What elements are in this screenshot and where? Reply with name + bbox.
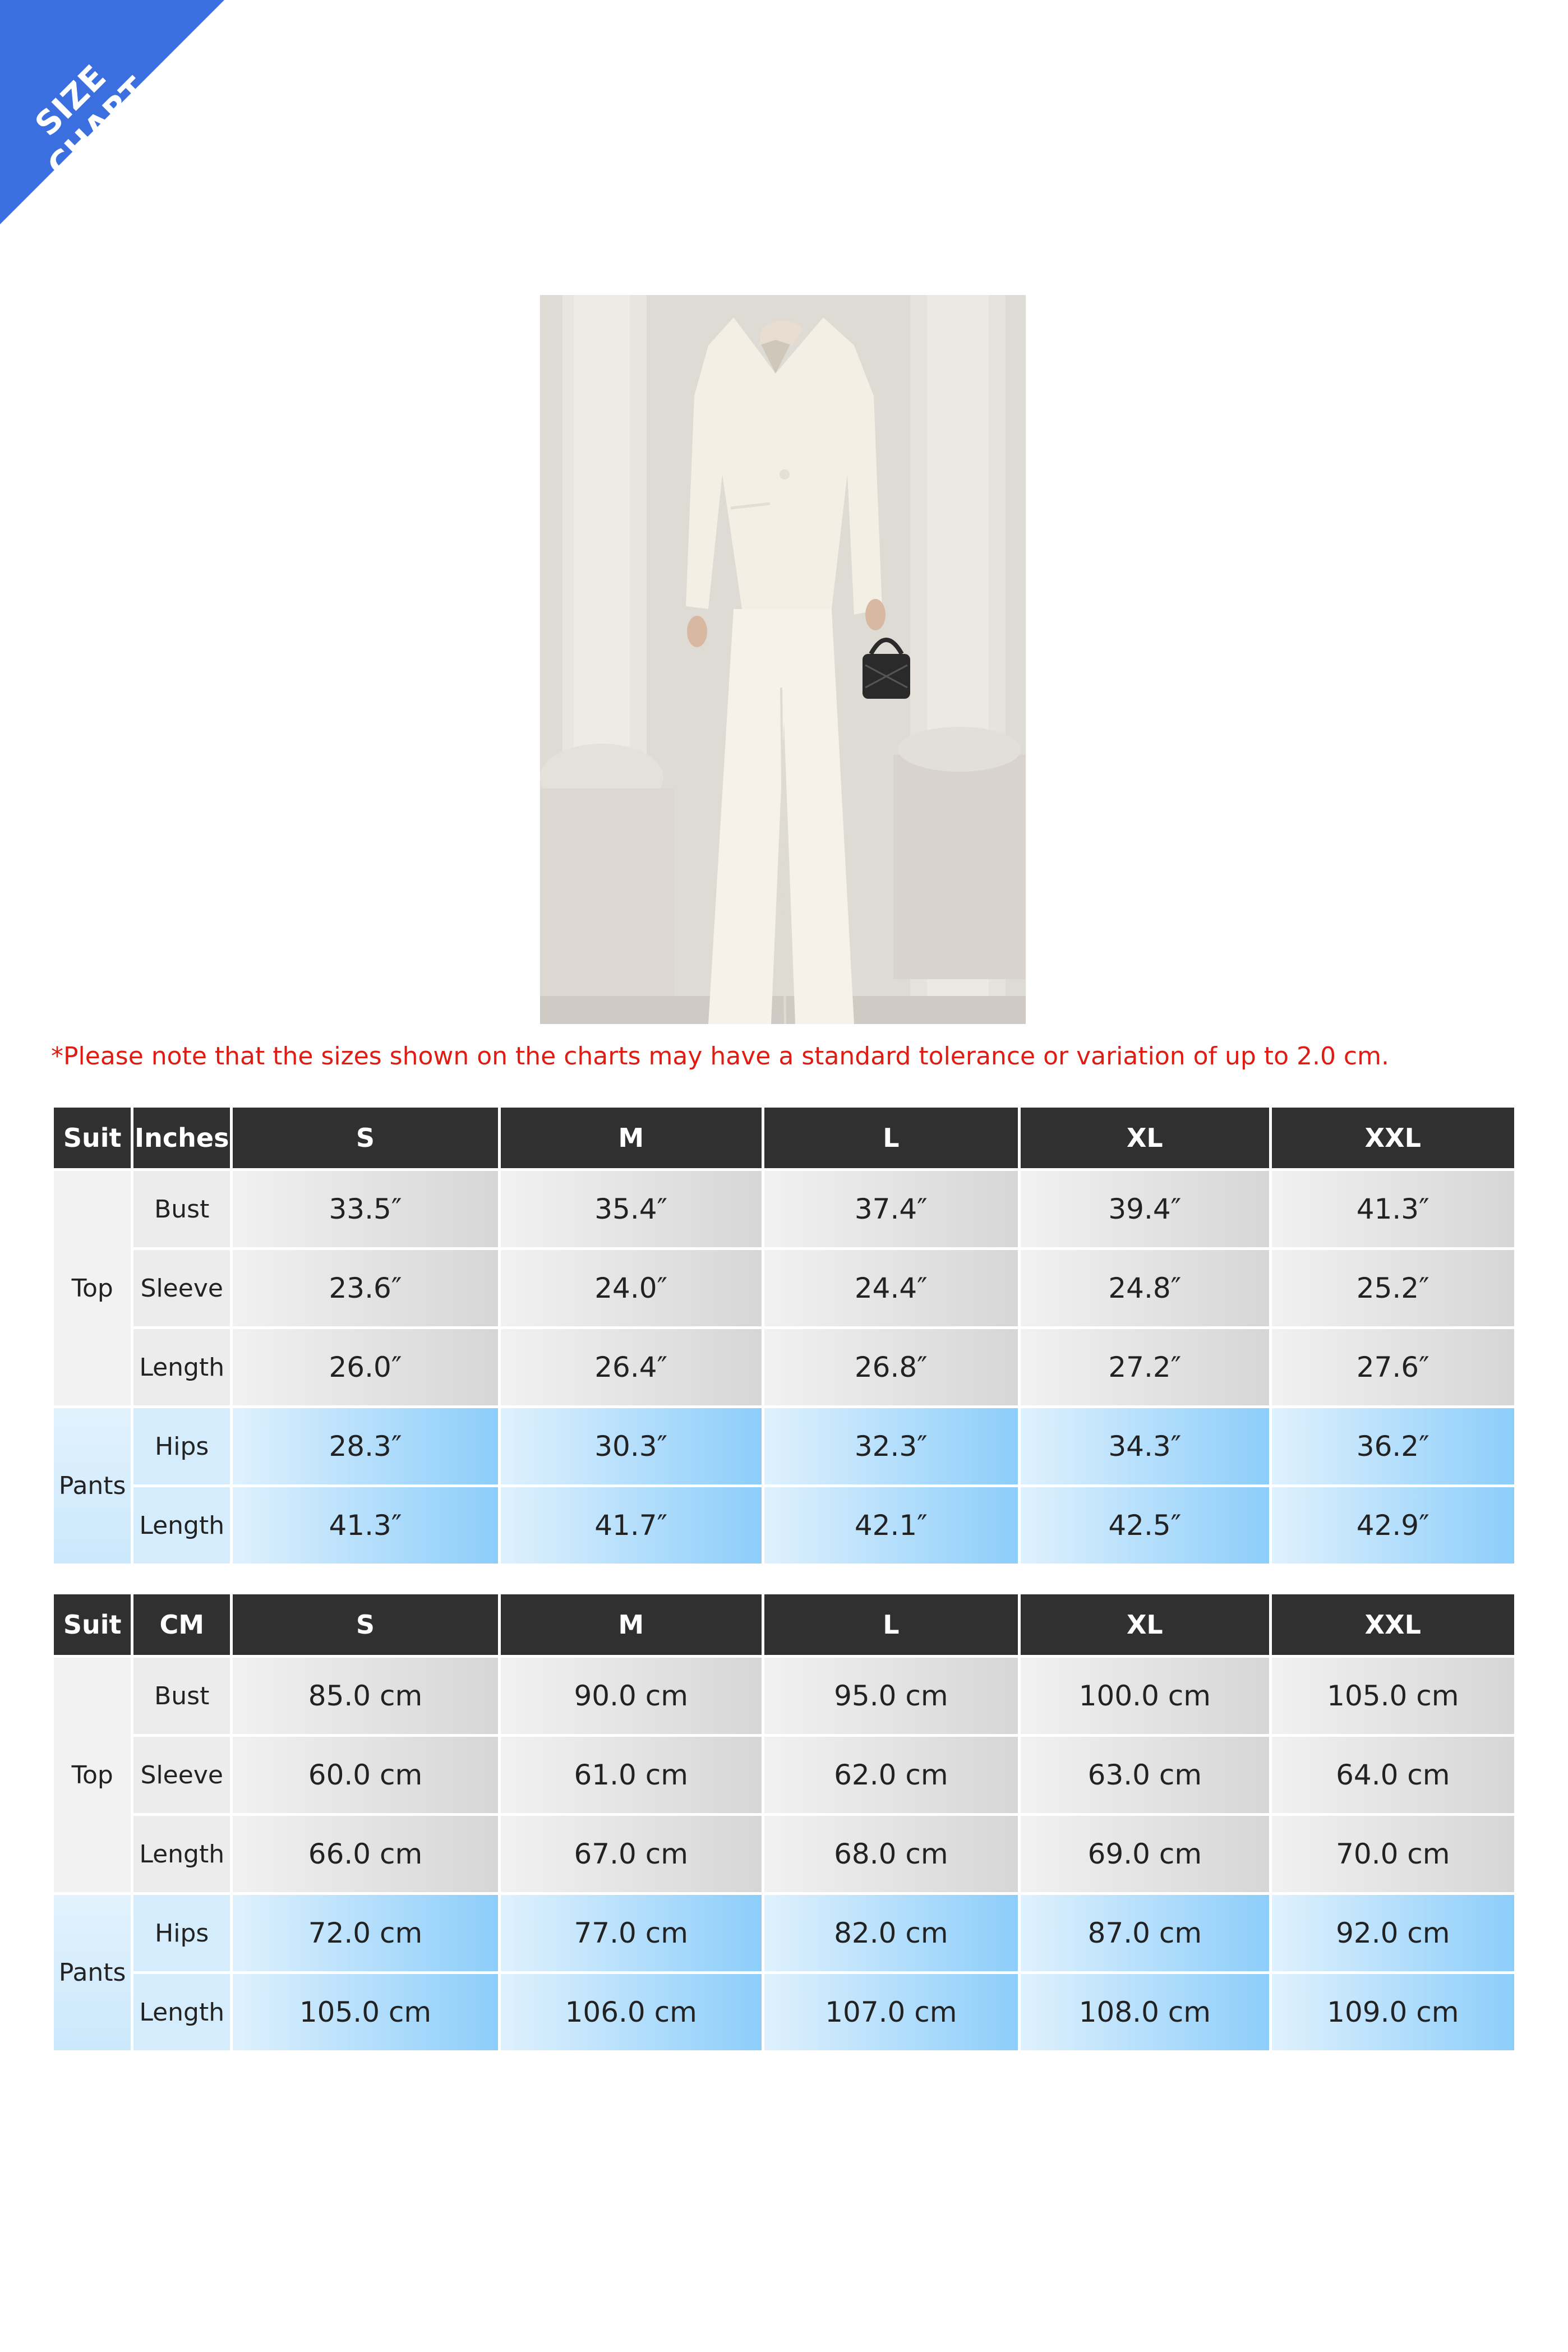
- row-label-sleeve: Sleeve: [133, 1250, 230, 1326]
- table-row: [54, 1895, 1514, 1971]
- model-white-suit-image: [540, 295, 1026, 1024]
- header-size-m: M: [501, 1594, 762, 1655]
- cell-value: 77.0 cm: [501, 1895, 762, 1971]
- header-row: [54, 1594, 1514, 1655]
- cell-value: 24.8″: [1021, 1250, 1269, 1326]
- row-label-sleeve: Sleeve: [133, 1737, 230, 1813]
- row-label-length: Length: [133, 1487, 230, 1564]
- header-unit: Inches: [133, 1108, 230, 1168]
- cell-value: 27.6″: [1272, 1329, 1514, 1405]
- cell-value: 100.0 cm: [1021, 1658, 1269, 1734]
- header-size-s: S: [233, 1108, 498, 1168]
- group-pants: Pants: [54, 1895, 131, 2050]
- table-row: [54, 1816, 1514, 1892]
- row-label-length: Length: [133, 1329, 230, 1405]
- cell-value: 33.5″: [233, 1171, 498, 1247]
- cell-value: 26.8″: [764, 1329, 1018, 1405]
- cell-value: 60.0 cm: [233, 1737, 498, 1813]
- header-size-m: M: [501, 1108, 762, 1168]
- cell-value: 41.3″: [1272, 1171, 1514, 1247]
- cell-value: 41.7″: [501, 1487, 762, 1564]
- cell-value: 92.0 cm: [1272, 1895, 1514, 1971]
- header-suit: Suit: [54, 1594, 131, 1655]
- tolerance-note: *Please note that the sizes shown on the charts may have a standard tolerance or variation of up to 2.0 cm.: [51, 1042, 1389, 1071]
- row-label-hips: Hips: [133, 1408, 230, 1484]
- header-size-xl: XL: [1021, 1108, 1269, 1168]
- size-table-cm: [51, 1592, 1517, 2053]
- cell-value: 26.4″: [501, 1329, 762, 1405]
- table-row: [54, 1171, 1514, 1247]
- cell-value: 26.0″: [233, 1329, 498, 1405]
- group-top: Top: [54, 1171, 131, 1405]
- cell-value: 42.5″: [1021, 1487, 1269, 1564]
- cell-value: 34.3″: [1021, 1408, 1269, 1484]
- row-label-hips: Hips: [133, 1895, 230, 1971]
- cell-value: 24.4″: [764, 1250, 1018, 1326]
- product-photo: [540, 295, 1026, 1024]
- table-row: [54, 1250, 1514, 1326]
- cell-value: 61.0 cm: [501, 1737, 762, 1813]
- cell-value: 69.0 cm: [1021, 1816, 1269, 1892]
- badge-label: SIZE CHART: [27, 57, 155, 185]
- size-chart-badge: [0, 0, 230, 230]
- row-label-length: Length: [133, 1816, 230, 1892]
- header-suit: Suit: [54, 1108, 131, 1168]
- cell-value: 30.3″: [501, 1408, 762, 1484]
- table-row: [54, 1487, 1514, 1564]
- cell-value: 90.0 cm: [501, 1658, 762, 1734]
- cell-value: 41.3″: [233, 1487, 498, 1564]
- header-size-l: L: [764, 1108, 1018, 1168]
- cell-value: 28.3″: [233, 1408, 498, 1484]
- header-size-xl: XL: [1021, 1594, 1269, 1655]
- cell-value: 23.6″: [233, 1250, 498, 1326]
- cell-value: 72.0 cm: [233, 1895, 498, 1971]
- cell-value: 36.2″: [1272, 1408, 1514, 1484]
- cell-value: 66.0 cm: [233, 1816, 498, 1892]
- cell-value: 70.0 cm: [1272, 1816, 1514, 1892]
- header-unit: CM: [133, 1594, 230, 1655]
- cell-value: 42.1″: [764, 1487, 1018, 1564]
- row-label-bust: Bust: [133, 1171, 230, 1247]
- cell-value: 105.0 cm: [1272, 1658, 1514, 1734]
- group-top: Top: [54, 1658, 131, 1892]
- cell-value: 32.3″: [764, 1408, 1018, 1484]
- cell-value: 107.0 cm: [764, 1974, 1018, 2050]
- cell-value: 37.4″: [764, 1171, 1018, 1247]
- header-size-xxl: XXL: [1272, 1108, 1514, 1168]
- header-row: [54, 1108, 1514, 1168]
- table-row: [54, 1329, 1514, 1405]
- cell-value: 24.0″: [501, 1250, 762, 1326]
- cell-value: 82.0 cm: [764, 1895, 1018, 1971]
- cell-value: 87.0 cm: [1021, 1895, 1269, 1971]
- group-pants: Pants: [54, 1408, 131, 1564]
- header-size-s: S: [233, 1594, 498, 1655]
- cell-value: 109.0 cm: [1272, 1974, 1514, 2050]
- cell-value: 106.0 cm: [501, 1974, 762, 2050]
- row-label-bust: Bust: [133, 1658, 230, 1734]
- table-row: [54, 1974, 1514, 2050]
- cell-value: 64.0 cm: [1272, 1737, 1514, 1813]
- header-size-l: L: [764, 1594, 1018, 1655]
- cell-value: 95.0 cm: [764, 1658, 1018, 1734]
- cell-value: 25.2″: [1272, 1250, 1514, 1326]
- cell-value: 105.0 cm: [233, 1974, 498, 2050]
- row-label-length: Length: [133, 1974, 230, 2050]
- cell-value: 68.0 cm: [764, 1816, 1018, 1892]
- cell-value: 42.9″: [1272, 1487, 1514, 1564]
- table-row: [54, 1658, 1514, 1734]
- cell-value: 35.4″: [501, 1171, 762, 1247]
- cell-value: 108.0 cm: [1021, 1974, 1269, 2050]
- size-table-inches: [51, 1105, 1517, 1566]
- table-row: [54, 1408, 1514, 1484]
- cell-value: 63.0 cm: [1021, 1737, 1269, 1813]
- table-row: [54, 1737, 1514, 1813]
- cell-value: 39.4″: [1021, 1171, 1269, 1247]
- header-size-xxl: XXL: [1272, 1594, 1514, 1655]
- cell-value: 85.0 cm: [233, 1658, 498, 1734]
- cell-value: 62.0 cm: [764, 1737, 1018, 1813]
- cell-value: 67.0 cm: [501, 1816, 762, 1892]
- cell-value: 27.2″: [1021, 1329, 1269, 1405]
